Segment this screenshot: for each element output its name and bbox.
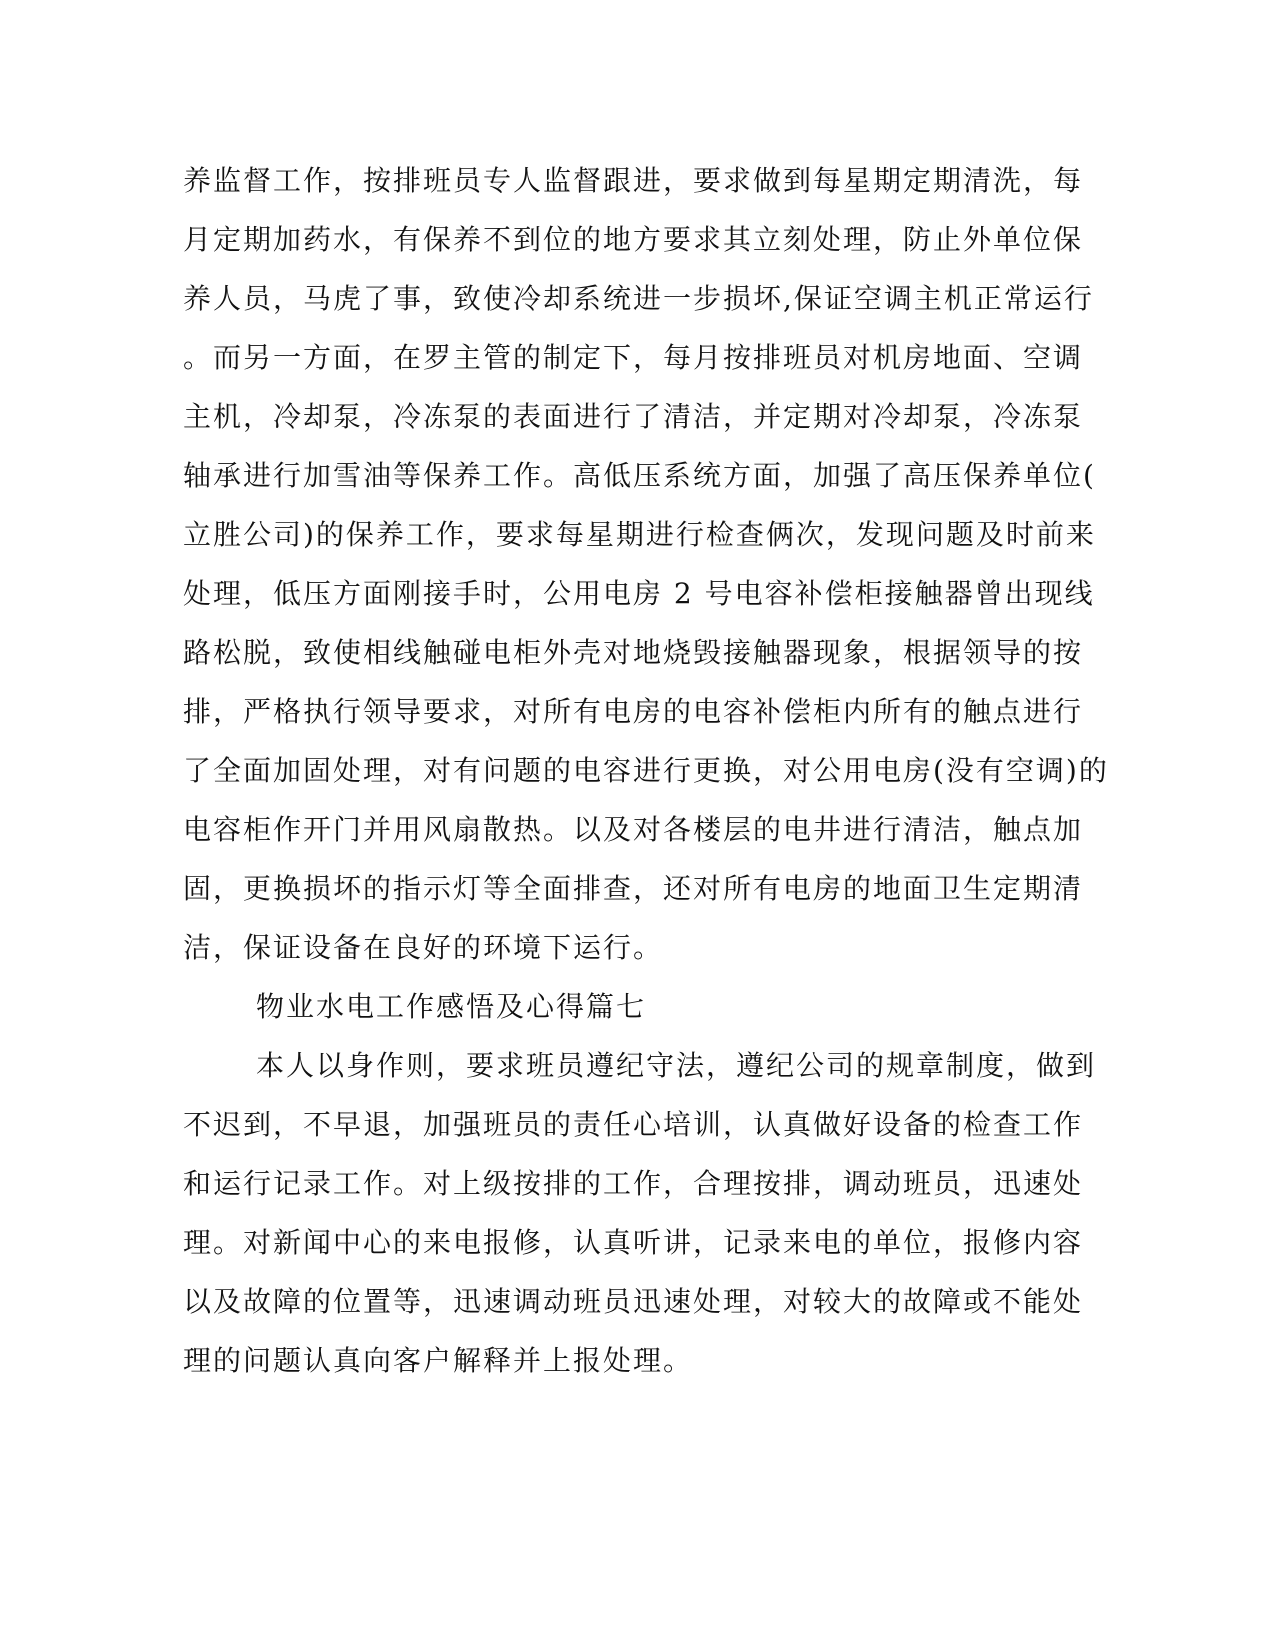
body-text-line: 本人以身作则，要求班员遵纪守法，遵纪公司的规章制度，做到 [256,1049,1097,1082]
body-text-line: 固，更换损坏的指示灯等全面排查，还对所有电房的地面卫生定期清 [183,872,1084,905]
body-text-line: 。而另一方面，在罗主管的制定下，每月按排班员对机房地面、空调 [183,341,1084,374]
section-heading: 物业水电工作感悟及心得篇七 [256,990,647,1023]
body-text-line: 洁，保证设备在良好的环境下运行。 [183,931,664,964]
body-text-line: 以及故障的位置等，迅速调动班员迅速处理，对较大的故障或不能处 [183,1285,1084,1318]
body-text-line: 立胜公司)的保养工作，要求每星期进行检查俩次，发现问题及时前来 [183,518,1096,551]
body-text-line: 理的问题认真向客户解释并上报处理。 [183,1344,694,1377]
body-text-line: 轴承进行加雪油等保养工作。高低压系统方面，加强了高压保养单位( [183,459,1096,492]
body-text-line: 了全面加固处理，对有问题的电容进行更换，对公用电房(没有空调)的 [183,754,1109,787]
body-text-line: 养人员，马虎了事，致使冷却系统进一步损坏,保证空调主机正常运行 [183,282,1094,315]
body-text-line: 排，严格执行领导要求，对所有电房的电容补偿柜内所有的触点进行 [183,695,1084,728]
body-text-line: 主机，冷却泵，冷冻泵的表面进行了清洁，并定期对冷却泵，冷冻泵 [183,400,1084,433]
body-text-line: 电容柜作开门并用风扇散热。以及对各楼层的电井进行清洁，触点加 [183,813,1084,846]
body-text-line: 月定期加药水，有保养不到位的地方要求其立刻处理，防止外单位保 [183,223,1084,256]
body-text-line: 理。对新闻中心的来电报修，认真听讲，记录来电的单位，报修内容 [183,1226,1084,1259]
body-text-line: 养监督工作，按排班员专人监督跟进，要求做到每星期定期清洗，每 [183,164,1084,197]
body-text-line: 处理，低压方面刚接手时，公用电房 2 号电容补偿柜接触器曾出现线 [183,577,1095,610]
body-text-line: 和运行记录工作。对上级按排的工作，合理按排，调动班员，迅速处 [183,1167,1084,1200]
body-text-line: 路松脱，致使相线触碰电柜外壳对地烧毁接触器现象，根据领导的按 [183,636,1084,669]
body-text-line: 不迟到，不早退，加强班员的责任心培训，认真做好设备的检查工作 [183,1108,1084,1141]
